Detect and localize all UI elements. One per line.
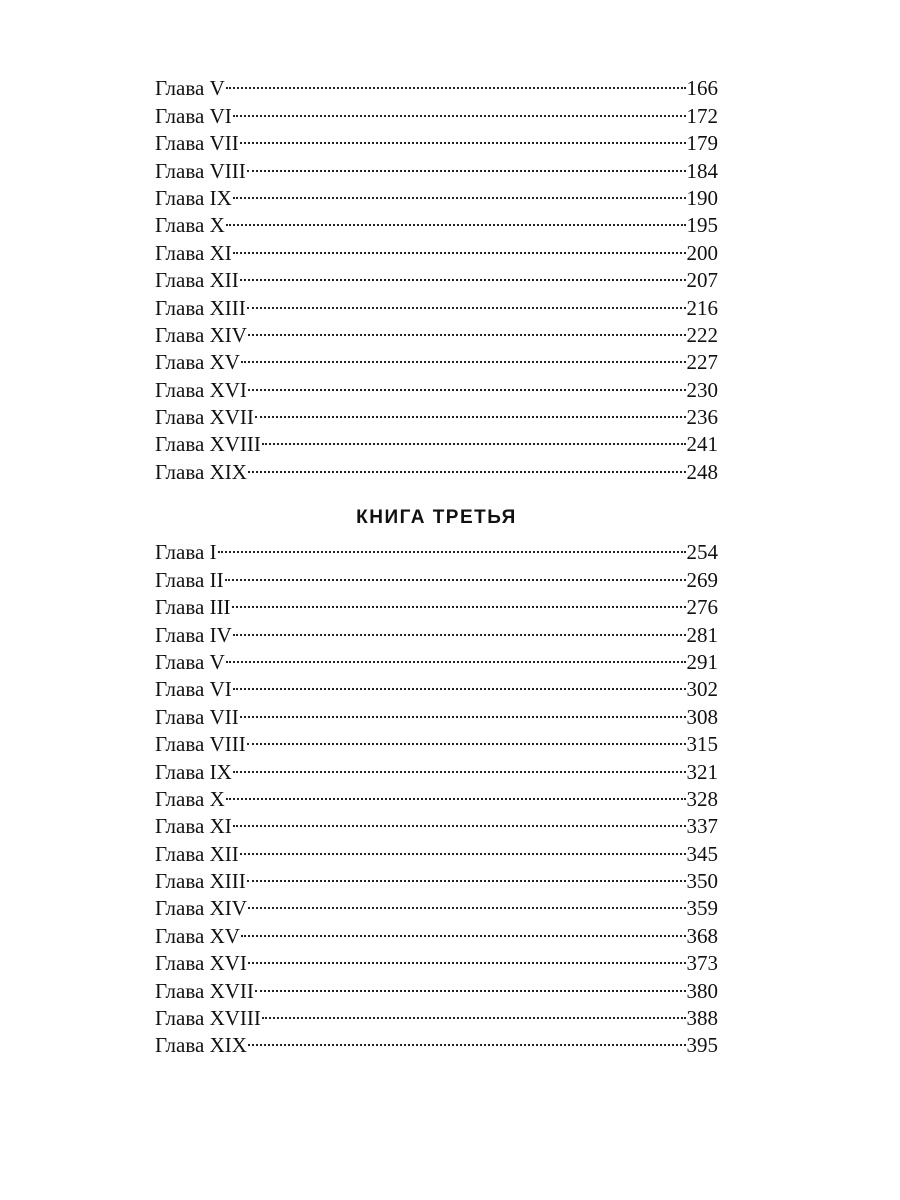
chapter-label: Глава III bbox=[155, 595, 231, 620]
chapter-label: Глава XVIII bbox=[155, 1006, 261, 1031]
toc-entry bbox=[155, 587, 718, 620]
page-number: 308 bbox=[686, 704, 718, 729]
toc-entry bbox=[155, 95, 718, 128]
page-number: 302 bbox=[686, 677, 718, 702]
toc-entry bbox=[155, 614, 718, 647]
page-number: 276 bbox=[686, 595, 718, 620]
page-number: 337 bbox=[686, 814, 718, 839]
dot-leader bbox=[262, 424, 686, 451]
chapter-label: Глава X bbox=[155, 786, 225, 811]
chapter-label: Глава XV bbox=[155, 923, 240, 948]
chapter-label: Глава VIII bbox=[155, 732, 246, 757]
chapter-label: Глава XVI bbox=[155, 951, 247, 976]
toc-list bbox=[155, 68, 718, 484]
chapter-label: Глава XIX bbox=[155, 1033, 247, 1058]
dot-leader bbox=[248, 315, 686, 342]
dot-leader bbox=[226, 642, 686, 669]
dot-leader bbox=[241, 915, 686, 942]
toc-entry bbox=[155, 532, 718, 565]
dot-leader bbox=[233, 669, 686, 696]
page-number: 395 bbox=[686, 1033, 718, 1058]
page-number: 230 bbox=[686, 377, 718, 402]
page-number: 200 bbox=[686, 240, 718, 265]
chapter-label: Глава XVII bbox=[155, 405, 254, 430]
toc-entry bbox=[155, 779, 718, 811]
page-number: 190 bbox=[686, 185, 718, 210]
toc-entry bbox=[155, 123, 718, 156]
page-number: 359 bbox=[686, 896, 718, 921]
dot-leader bbox=[225, 559, 686, 586]
dot-leader bbox=[248, 369, 686, 396]
page-number: 281 bbox=[686, 622, 718, 647]
chapter-label: Глава XII bbox=[155, 268, 239, 293]
dot-leader bbox=[226, 779, 686, 806]
dot-leader bbox=[248, 943, 686, 970]
page-number: 227 bbox=[686, 350, 718, 375]
toc-entry bbox=[155, 669, 718, 702]
page-number: 207 bbox=[686, 268, 718, 293]
dot-leader bbox=[232, 587, 686, 614]
dot-leader bbox=[240, 123, 686, 150]
toc-entry bbox=[155, 205, 718, 238]
toc-entry bbox=[155, 833, 718, 866]
toc-entry bbox=[155, 260, 718, 293]
dot-leader bbox=[240, 260, 686, 287]
chapter-label: Глава XIII bbox=[155, 295, 246, 320]
dot-leader bbox=[233, 751, 686, 778]
dot-leader bbox=[255, 970, 686, 997]
dot-leader bbox=[233, 806, 686, 833]
toc-entry bbox=[155, 232, 718, 265]
chapter-label: Глава IX bbox=[155, 759, 232, 784]
page-number: 166 bbox=[686, 76, 718, 101]
page-number: 269 bbox=[686, 567, 718, 592]
toc-list bbox=[155, 532, 718, 1058]
page-number: 172 bbox=[686, 103, 718, 128]
chapter-label: Глава VII bbox=[155, 131, 239, 156]
chapter-label: Глава IX bbox=[155, 185, 232, 210]
page-number: 321 bbox=[686, 759, 718, 784]
page-number: 368 bbox=[686, 923, 718, 948]
page-number: 328 bbox=[686, 786, 718, 811]
toc-entry bbox=[155, 68, 718, 101]
chapter-label: Глава VIII bbox=[155, 158, 246, 183]
chapter-label: Глава IV bbox=[155, 622, 232, 647]
chapter-label: Глава XIV bbox=[155, 322, 247, 347]
dot-leader bbox=[218, 532, 686, 559]
page-number: 254 bbox=[686, 540, 718, 565]
chapter-label: Глава XI bbox=[155, 240, 232, 265]
toc-entry bbox=[155, 642, 718, 674]
toc-book-three bbox=[155, 532, 718, 1058]
dot-leader bbox=[248, 888, 686, 915]
toc-entry bbox=[155, 696, 718, 729]
dot-leader bbox=[247, 150, 686, 177]
book-three-heading: КНИГА ТРЕТЬЯ bbox=[356, 507, 517, 528]
chapter-label: Глава V bbox=[155, 76, 225, 101]
chapter-label: Глава X bbox=[155, 213, 225, 238]
page-number: 315 bbox=[686, 732, 718, 757]
toc-entry bbox=[155, 806, 718, 839]
dot-leader bbox=[262, 998, 686, 1025]
page-number: 350 bbox=[686, 869, 718, 894]
chapter-label: Глава VI bbox=[155, 103, 232, 128]
dot-leader bbox=[233, 95, 686, 122]
dot-leader bbox=[226, 205, 686, 232]
page-number: 248 bbox=[686, 459, 718, 484]
toc-entry bbox=[155, 751, 718, 784]
page-number: 184 bbox=[686, 158, 718, 183]
toc-entry bbox=[155, 559, 718, 592]
chapter-label: Глава XV bbox=[155, 350, 240, 375]
page-number: 222 bbox=[686, 322, 718, 347]
chapter-label: Глава I bbox=[155, 540, 217, 565]
chapter-label: Глава II bbox=[155, 567, 224, 592]
dot-leader bbox=[247, 287, 686, 314]
chapter-label: Глава XVIII bbox=[155, 432, 261, 457]
page-number: 291 bbox=[686, 649, 718, 674]
page-number: 236 bbox=[686, 405, 718, 430]
dot-leader bbox=[226, 68, 686, 95]
dot-leader bbox=[247, 861, 686, 888]
chapter-label: Глава VI bbox=[155, 677, 232, 702]
dot-leader bbox=[247, 724, 686, 751]
dot-leader bbox=[233, 614, 686, 641]
page-number: 388 bbox=[686, 1006, 718, 1031]
chapter-label: Глава XI bbox=[155, 814, 232, 839]
dot-leader bbox=[248, 1025, 686, 1052]
chapter-label: Глава XIII bbox=[155, 869, 246, 894]
toc-entry bbox=[155, 178, 718, 210]
chapter-label: Глава XVII bbox=[155, 978, 254, 1003]
page-number: 373 bbox=[686, 951, 718, 976]
chapter-label: Глава VII bbox=[155, 704, 239, 729]
chapter-label: Глава XII bbox=[155, 841, 239, 866]
page-number: 195 bbox=[686, 213, 718, 238]
page-number: 216 bbox=[686, 295, 718, 320]
dot-leader bbox=[255, 397, 686, 424]
chapter-label: Глава XVI bbox=[155, 377, 247, 402]
dot-leader bbox=[240, 696, 686, 723]
page-number: 241 bbox=[686, 432, 718, 457]
toc-book-two-continued bbox=[155, 68, 718, 484]
dot-leader bbox=[233, 232, 686, 259]
dot-leader bbox=[233, 178, 686, 205]
chapter-label: Глава XIX bbox=[155, 459, 247, 484]
dot-leader bbox=[248, 451, 686, 478]
page-number: 380 bbox=[686, 978, 718, 1003]
chapter-label: Глава V bbox=[155, 649, 225, 674]
chapter-label: Глава XIV bbox=[155, 896, 247, 921]
dot-leader bbox=[241, 342, 686, 369]
page-number: 345 bbox=[686, 841, 718, 866]
dot-leader bbox=[240, 833, 686, 860]
page-number: 179 bbox=[686, 131, 718, 156]
